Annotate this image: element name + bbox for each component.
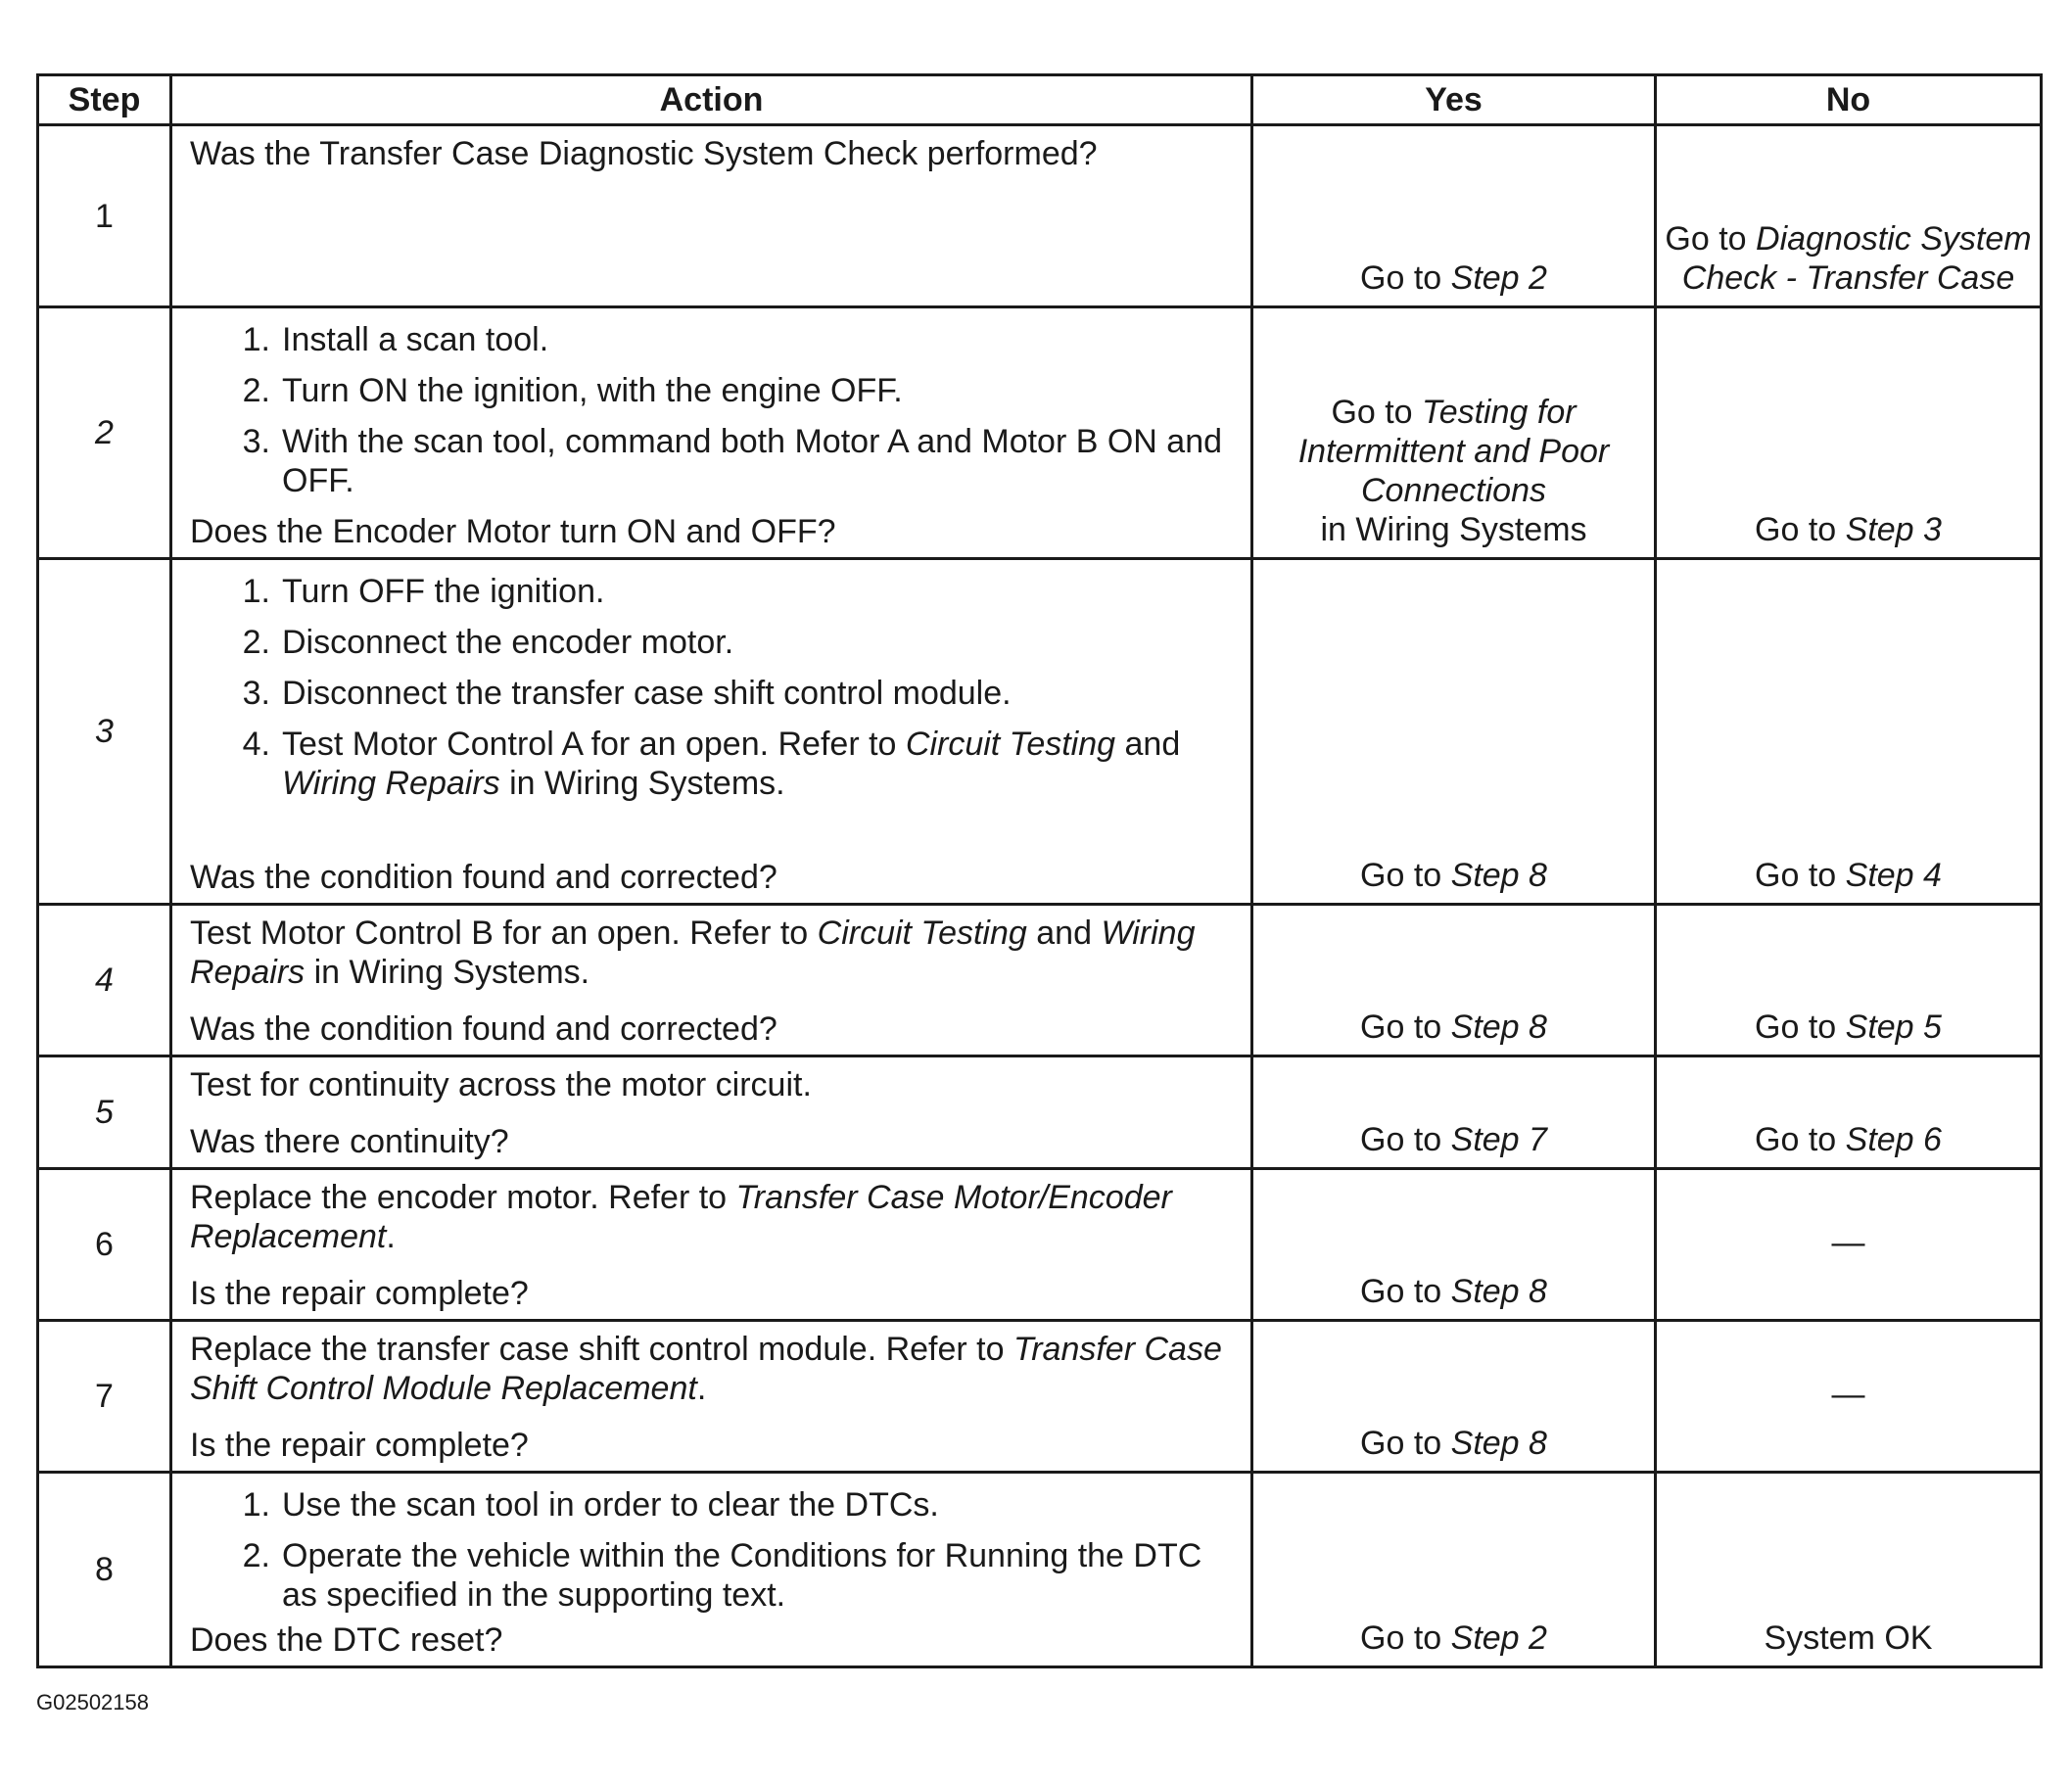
yes-step-link[interactable]: Step 7 [1450,1121,1547,1158]
action-question: Does the DTC reset? [190,1621,503,1659]
step-number: 5 [38,1056,171,1169]
circuit-testing-link[interactable]: Circuit Testing [817,915,1027,952]
no-cell: — [1656,1169,2042,1321]
yes-cell [1252,1056,1656,1169]
yes-cell [1252,307,1656,559]
header-action: Action [171,75,1252,125]
yes-reference-link[interactable]: Testing for Intermittent and Poor Connections [1297,394,1610,509]
table-row [38,125,2042,307]
action-cell [171,307,1252,559]
figure-id: G02502158 [36,1690,149,1714]
yes-step-link[interactable]: Step 2 [1450,1619,1547,1657]
step-number: 4 [38,905,171,1056]
yes-cell [1252,125,1656,307]
header-yes: Yes [1252,75,1656,125]
step-number: 8 [38,1473,171,1667]
list-item: 1. Install a scan tool. [242,321,549,358]
no-cell [1656,1056,2042,1169]
no-cell: — [1656,1321,2042,1473]
yes-suffix: in Wiring Systems [1320,511,1587,548]
table-row [38,559,2042,905]
yes-step-link[interactable]: Step 8 [1450,1009,1547,1046]
list-item: 1. Turn OFF the ignition. [242,573,605,610]
action-cell [171,1056,1252,1169]
no-prefix: Go to [1665,220,1757,258]
action-cell [171,905,1252,1056]
action-text: Test Motor Control B for an open. Refer to Circuit Testing and Wiring Repairs in Wiring Systems. [190,915,1196,991]
header-no: No [1656,75,2042,125]
yes-cell [1252,1473,1656,1667]
no-cell [1656,125,2042,307]
table-row [38,905,2042,1056]
diagnostic-table-container [36,73,2040,1668]
no-step-link[interactable]: Step 3 [1845,511,1942,548]
list-item: 1. Use the scan tool in order to clear the DTCs. [242,1486,939,1524]
yes-prefix: Go to [1360,259,1451,297]
yes-prefix: Go to [1360,1425,1451,1462]
step-number: 1 [38,125,171,307]
action-list [190,320,1245,500]
shift-control-module-replacement-link[interactable]: Transfer Case Shift Control Module Replacement [190,1331,1222,1407]
action-question: Does the Encoder Motor turn ON and OFF? [190,513,836,550]
action-cell [171,125,1252,307]
yes-step-link[interactable]: Step 8 [1450,1273,1547,1310]
diagnostic-table [36,73,2043,1668]
action-question: Was the condition found and corrected? [190,1010,777,1048]
list-item: 2. Turn ON the ignition, with the engine OFF. [242,372,903,409]
table-row [38,1473,2042,1667]
wiring-repairs-link[interactable]: Wiring Repairs [190,915,1196,991]
action-cell [171,559,1252,905]
table-row [38,1169,2042,1321]
table-row [38,1321,2042,1473]
no-prefix: Go to [1755,1009,1846,1046]
circuit-testing-link[interactable]: Circuit Testing [905,726,1116,763]
yes-prefix: Go to [1360,857,1451,894]
list-item: 2. Disconnect the encoder motor. [242,624,734,661]
yes-prefix: Go to [1360,1009,1451,1046]
action-question: Is the repair complete? [190,1427,529,1464]
list-item: 4. Test Motor Control A for an open. Refer to Circuit Testing and Wiring Repairs in Wiring Systems. [242,726,1181,802]
yes-step-link[interactable]: Step 8 [1450,857,1547,894]
yes-cell [1252,559,1656,905]
action-list [190,572,1245,803]
no-step-link[interactable]: Step 5 [1845,1009,1942,1046]
no-prefix: Go to [1755,1121,1846,1158]
list-item: 2. Operate the vehicle within the Conditions for Running the DTC as specified in the supporting text. [242,1537,1202,1614]
action-cell [171,1321,1252,1473]
list-item: 3. Disconnect the transfer case shift control module. [242,675,1012,712]
yes-prefix: Go to [1360,1121,1451,1158]
step-number: 7 [38,1321,171,1473]
list-item: 3. With the scan tool, command both Motor A and Motor B ON and OFF. [242,423,1223,499]
no-cell [1656,905,2042,1056]
step-number: 3 [38,559,171,905]
table-row [38,1056,2042,1169]
yes-step-link[interactable]: Step 2 [1450,259,1547,297]
no-cell [1656,559,2042,905]
action-cell [171,1169,1252,1321]
no-prefix: Go to [1755,857,1846,894]
no-cell: System OK [1656,1473,2042,1667]
action-question: Was the Transfer Case Diagnostic System Check performed? [190,135,1098,172]
no-reference-link[interactable]: Diagnostic System Check - Transfer Case [1681,220,2032,297]
header-row [38,75,2042,125]
action-text: Test for continuity across the motor circuit. [190,1066,812,1103]
wiring-repairs-link[interactable]: Wiring Repairs [282,765,500,802]
action-text: Replace the encoder motor. Refer to Transfer Case Motor/Encoder Replacement. [190,1179,1172,1255]
action-cell [171,1473,1252,1667]
action-question: Was there continuity? [190,1123,509,1160]
no-cell [1656,307,2042,559]
action-question: Was the condition found and corrected? [190,859,777,896]
step-number: 6 [38,1169,171,1321]
motor-encoder-replacement-link[interactable]: Transfer Case Motor/Encoder Replacement [190,1179,1172,1255]
yes-prefix: Go to [1360,1619,1451,1657]
no-step-link[interactable]: Step 4 [1845,857,1942,894]
yes-prefix: Go to [1360,1273,1451,1310]
action-text: Replace the transfer case shift control module. Refer to Transfer Case Shift Control Module Replacement. [190,1331,1222,1407]
yes-step-link[interactable]: Step 8 [1450,1425,1547,1462]
yes-cell [1252,905,1656,1056]
action-list [190,1485,1245,1615]
action-question: Is the repair complete? [190,1275,529,1312]
step-number: 2 [38,307,171,559]
header-step: Step [38,75,171,125]
no-step-link[interactable]: Step 6 [1845,1121,1942,1158]
no-prefix: Go to [1755,511,1846,548]
yes-cell [1252,1321,1656,1473]
table-row [38,307,2042,559]
yes-cell [1252,1169,1656,1321]
yes-prefix: Go to [1331,394,1423,431]
